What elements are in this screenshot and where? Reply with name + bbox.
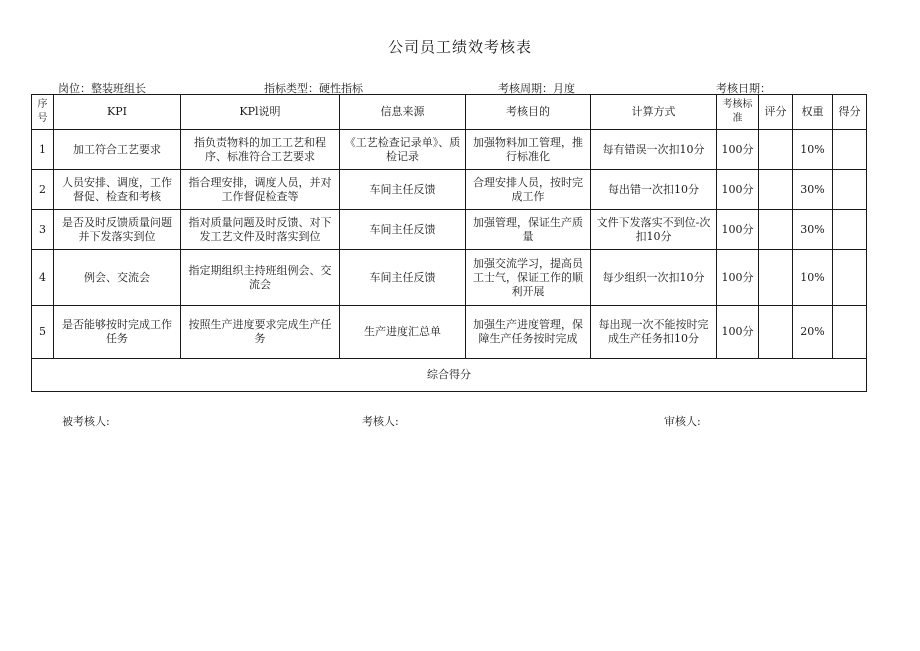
header-standard: 考核标准 xyxy=(717,95,759,130)
cell-weight: 10% xyxy=(793,250,833,306)
cell-source: 《工艺检查记录单》、质检记录 xyxy=(340,130,466,170)
table-row xyxy=(32,170,867,210)
cell-seq: 4 xyxy=(32,250,54,306)
header-seq: 序号 xyxy=(32,95,54,130)
cell-purpose: 合理安排人员，按时完成工作 xyxy=(466,170,591,210)
reviewer-signature: 审核人: xyxy=(664,415,701,428)
cell-result[interactable] xyxy=(833,170,867,210)
cell-desc: 指合理安排，调度人员，并对工作督促检查等 xyxy=(181,170,340,210)
cell-result[interactable] xyxy=(833,306,867,359)
assessor-signature: 考核人: xyxy=(362,415,399,428)
header-result: 得分 xyxy=(833,95,867,130)
cell-result[interactable] xyxy=(833,130,867,170)
cell-weight: 20% xyxy=(793,306,833,359)
header-calc: 计算方式 xyxy=(591,95,717,130)
meta-post: 岗位：整装班组长 xyxy=(58,82,146,95)
cell-kpi: 加工符合工艺要求 xyxy=(54,130,181,170)
cell-standard: 100分 xyxy=(717,250,759,306)
cell-desc: 指对质量问题及时反馈、对下发工艺文件及时落实到位 xyxy=(181,210,340,250)
table-row xyxy=(32,306,867,359)
cell-purpose: 加强交流学习，提高员工士气，保证工作的顺利开展 xyxy=(466,250,591,306)
cell-seq: 3 xyxy=(32,210,54,250)
cell-purpose: 加强生产进度管理，保障生产任务按时完成 xyxy=(466,306,591,359)
cell-calc: 每出错一次扣10分 xyxy=(591,170,717,210)
cell-result[interactable] xyxy=(833,210,867,250)
cell-purpose: 加强管理，保证生产质量 xyxy=(466,210,591,250)
cell-score[interactable] xyxy=(759,210,793,250)
header-weight: 权重 xyxy=(793,95,833,130)
cell-weight: 30% xyxy=(793,170,833,210)
page-title: 公司员工绩效考核表 xyxy=(387,38,532,56)
cell-calc: 每有错误一次扣10分 xyxy=(591,130,717,170)
cell-desc: 按照生产进度要求完成生产任务 xyxy=(181,306,340,359)
cell-calc: 每出现一次不能按时完成生产任务扣10分 xyxy=(591,306,717,359)
cell-standard: 100分 xyxy=(717,306,759,359)
cell-calc: 文件下发落实不到位-次扣10分 xyxy=(591,210,717,250)
cell-standard: 100分 xyxy=(717,170,759,210)
total-label: 综合得分 xyxy=(32,359,867,392)
cell-seq: 5 xyxy=(32,306,54,359)
cell-desc: 指定期组织主持班组例会、交流会 xyxy=(181,250,340,306)
total-row xyxy=(32,359,867,392)
table-row xyxy=(32,210,867,250)
assessee-signature: 被考核人: xyxy=(62,415,110,428)
table-row xyxy=(32,250,867,306)
cell-result[interactable] xyxy=(833,250,867,306)
table-row xyxy=(32,130,867,170)
cell-seq: 2 xyxy=(32,170,54,210)
cell-score[interactable] xyxy=(759,130,793,170)
cell-weight: 10% xyxy=(793,130,833,170)
cell-weight: 30% xyxy=(793,210,833,250)
cell-calc: 每少组织一次扣10分 xyxy=(591,250,717,306)
cell-source: 车间主任反馈 xyxy=(340,170,466,210)
cell-score[interactable] xyxy=(759,306,793,359)
cell-kpi: 例会、交流会 xyxy=(54,250,181,306)
cell-kpi: 是否能够按时完成工作任务 xyxy=(54,306,181,359)
kpi-table xyxy=(31,94,867,392)
cell-standard: 100分 xyxy=(717,130,759,170)
cell-standard: 100分 xyxy=(717,210,759,250)
header-purpose: 考核目的 xyxy=(466,95,591,130)
header-score: 评分 xyxy=(759,95,793,130)
table-header-row xyxy=(32,95,867,130)
header-desc: KPl说明 xyxy=(181,95,340,130)
cell-kpi: 人员安排、调度，工作督促、检查和考核 xyxy=(54,170,181,210)
cell-kpi: 是否及时反馈质量问题并下发落实到位 xyxy=(54,210,181,250)
cell-purpose: 加强物料加工管理，推行标准化 xyxy=(466,130,591,170)
cell-source: 生产进度汇总单 xyxy=(340,306,466,359)
cell-desc: 指负责物料的加工工艺和程序、标准符合工艺要求 xyxy=(181,130,340,170)
header-source: 信息来源 xyxy=(340,95,466,130)
meta-indicator-type: 指标类型：硬性指标 xyxy=(264,82,363,95)
header-kpi: KPI xyxy=(54,95,181,130)
meta-date: 考核日期： xyxy=(716,82,771,95)
cell-score[interactable] xyxy=(759,250,793,306)
cell-score[interactable] xyxy=(759,170,793,210)
cell-seq: 1 xyxy=(32,130,54,170)
meta-period: 考核周期：月度 xyxy=(498,82,575,95)
cell-source: 车间主任反馈 xyxy=(340,250,466,306)
cell-source: 车间主任反馈 xyxy=(340,210,466,250)
